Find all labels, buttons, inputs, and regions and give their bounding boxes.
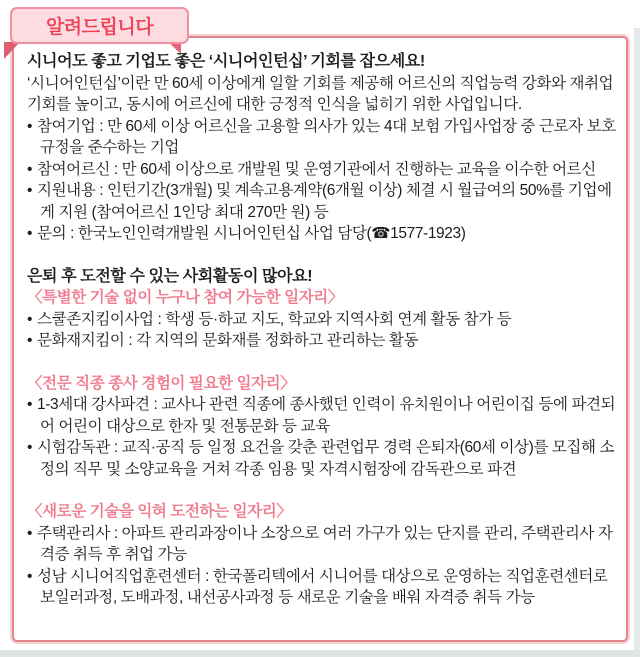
bullet-text: 주택관리사 : 아파트 관리과장이나 소장으로 여러 가구가 있는 단지를 관리, 주택관리사 자격증 취득 후 취업 가능 <box>37 524 613 563</box>
notice-content <box>27 51 618 609</box>
bullet-item <box>27 309 618 331</box>
notice-tab-label: 알려드립니다 <box>45 17 154 38</box>
spacer <box>27 480 618 501</box>
bullet-item <box>27 223 618 245</box>
page-shadow-bottom <box>0 650 640 657</box>
bullet-icon: • <box>27 332 33 349</box>
section-title: 시니어도 좋고 기업도 좋은 ‘시니어인턴십’ 기회를 잡으세요! <box>27 53 425 70</box>
bullet-text: 참여기업 : 만 60세 이상 어르신을 고용할 의사가 있는 4대 보험 가입사업장 중 근로자 보호규정을 준수하는 기업 <box>37 117 616 156</box>
bullet-item <box>27 566 618 609</box>
notice-tab <box>10 7 189 44</box>
job-category-heading: 〈특별한 기술 없이 누구나 참여 가능한 일자리〉 <box>27 289 343 306</box>
bullet-icon: • <box>27 225 33 242</box>
spacer <box>27 245 618 266</box>
job-category-heading: 〈전문 직종 종사 경험이 필요한 일자리〉 <box>27 374 296 392</box>
bullet-text: 지원내용 : 인턴기간(3개월) 및 계속고용계약(6개월 이상) 체결 시 월급여의 50%를 기업에게 지원 (참여어르신 1인당 최대 270만 원) 등 <box>37 182 612 221</box>
bullet-text: 문화재지킴이 : 각 지역의 문화재를 정화하고 관리하는 활동 <box>37 332 419 349</box>
page-shadow-right <box>634 28 640 657</box>
spacer <box>27 352 618 373</box>
bullet-icon: • <box>27 439 33 456</box>
bullet-text: 문의 : 한국노인인력개발원 시니어인턴십 사업 담당(☎1577-1923) <box>37 225 466 242</box>
paragraph: ‘시니어인턴십’이란 만 60세 이상에게 일할 기회를 제공해 어르신의 직업능력 강화와 재취업기회를 높이고, 동시에 어르신에 대한 긍정적 인식을 넓히기 위한 사업입니다. <box>27 74 614 113</box>
bullet-item <box>27 180 618 223</box>
bullet-item <box>27 159 618 181</box>
bullet-icon: • <box>27 182 33 199</box>
section-title: 은퇴 후 도전할 수 있는 사회활동이 많아요! <box>27 267 313 285</box>
bullet-icon: • <box>27 567 33 585</box>
bullet-text: 스쿨존지킴이사업 : 학생 등·하교 지도, 학교와 지역사회 연계 활동 참가 등 <box>37 310 512 328</box>
bullet-text: 시험감독관 : 교직·공직 등 일정 요건을 갖춘 관련업무 경력 은퇴자(60세 이상)를 모집해 소정의 직무 및 소양교육을 거쳐 각종 임용 및 자격시험장에 감독관으로 파견 <box>37 439 615 478</box>
bullet-icon: • <box>27 117 33 135</box>
bullet-icon: • <box>27 524 33 542</box>
bullet-icon: • <box>27 160 33 178</box>
bullet-text: 참여어르신 : 만 60세 이상으로 개발원 및 운영기관에서 진행하는 교육을 이수한 어르신 <box>37 160 596 178</box>
bullet-text: 1-3세대 강사파견 : 교사나 관련 직종에 종사했던 인력이 유치원이나 어린이집 등에 파견되어 어린이 대상으로 한자 및 전통문화 등 교육 <box>37 396 616 435</box>
bullet-item <box>27 330 618 352</box>
bullet-item <box>27 394 618 437</box>
job-category-heading: 〈새로운 기술을 익혀 도전하는 일자리〉 <box>27 503 292 520</box>
bullet-item <box>27 437 618 480</box>
bullet-text: 성남 시니어직업훈련센터 : 한국폴리텍에서 시니어를 대상으로 운영하는 직업훈련센터로 보일러과정, 도배과정, 내선공사과정 등 새로운 기술을 배워 자격증 취득 가능 <box>37 567 608 606</box>
bullet-icon: • <box>27 396 33 413</box>
bullet-item <box>27 523 618 566</box>
bullet-icon: • <box>27 310 33 328</box>
bullet-item <box>27 116 618 159</box>
